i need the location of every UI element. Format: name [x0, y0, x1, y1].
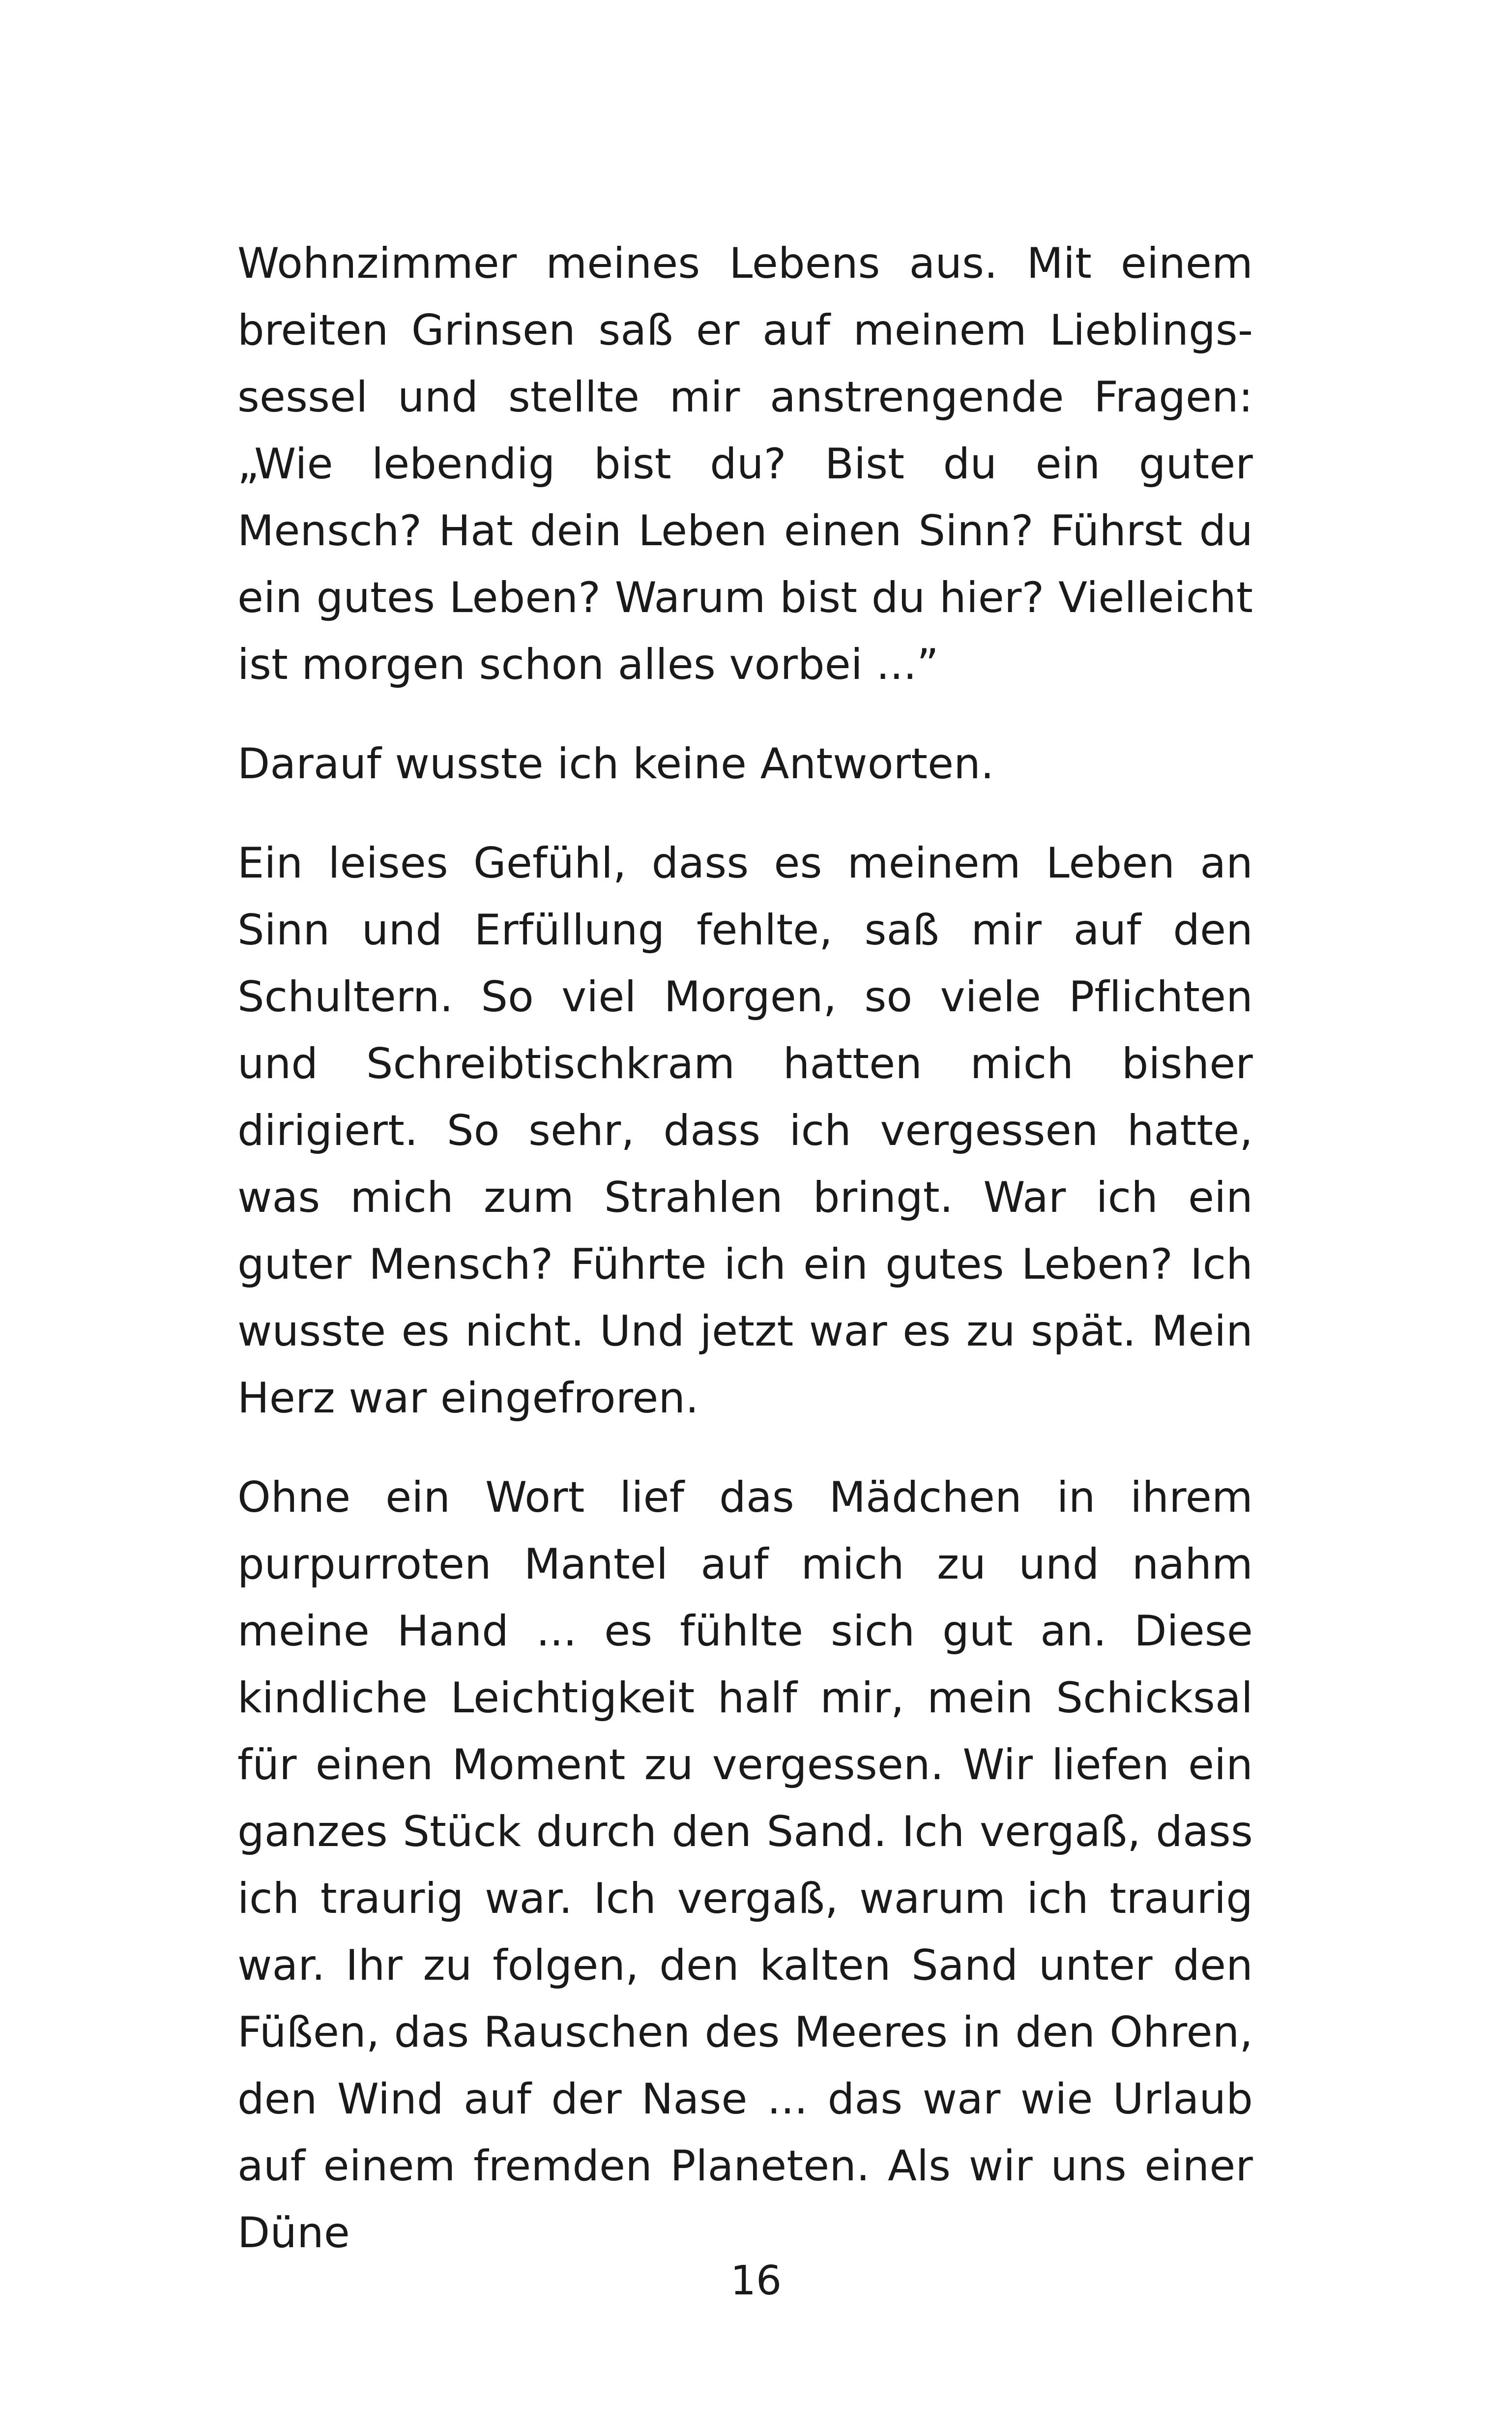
paragraph-4: Ohne ein Wort lief das Mädchen in ihrem purpurroten Mantel auf mich zu und nahm meine Hand ... es fühlte sich gut an. Diese kindliche Leichtigkeit half mir, mein Schicksal für einen Moment zu vergessen. Wir liefen ein ganzes Stück durch den Sand. Ich vergaß, dass ich traurig war. Ich vergaß, warum ich traurig war. Ihr zu folgen, den kalten Sand unter den Füßen, das Rauschen des Meeres in den Ohren, den Wind auf der Nase ... das war wie Urlaub auf einem fremden Planeten. Als wir uns einer Düne — [237, 1473, 1253, 2258]
paragraph-3: Ein leises Gefühl, dass es meinem Leben an Sinn und Erfüllung fehlte, saß mir auf den Schultern. So viel Morgen, so viele Pflichten und Schreibtischkram hatten mich bisher dirigiert. So sehr, dass ich vergessen hatte, was mich zum Strahlen bringt. War ich ein guter Mensch? Führte ich ein gutes Leben? Ich wusste es nicht. Und jetzt war es zu spät. Mein Herz war eingefroren. — [237, 839, 1253, 1423]
paragraph-1: Wohnzimmer meines Lebens aus. Mit einem breiten Grinsen saß er auf meinem Lieblingssessel und stellte mir anstrengende Fragen: „Wie lebendig bist du? Bist du ein guter Mensch? Hat dein Leben einen Sinn? Führst du ein gutes Leben? Warum bist du hier? Vielleicht ist morgen schon alles vorbei ...” — [237, 239, 1253, 689]
paragraph-2: Darauf wusste ich keine Antworten. — [237, 739, 994, 789]
page-number: 16 — [730, 2258, 782, 2304]
body-text — [237, 230, 1253, 2299]
